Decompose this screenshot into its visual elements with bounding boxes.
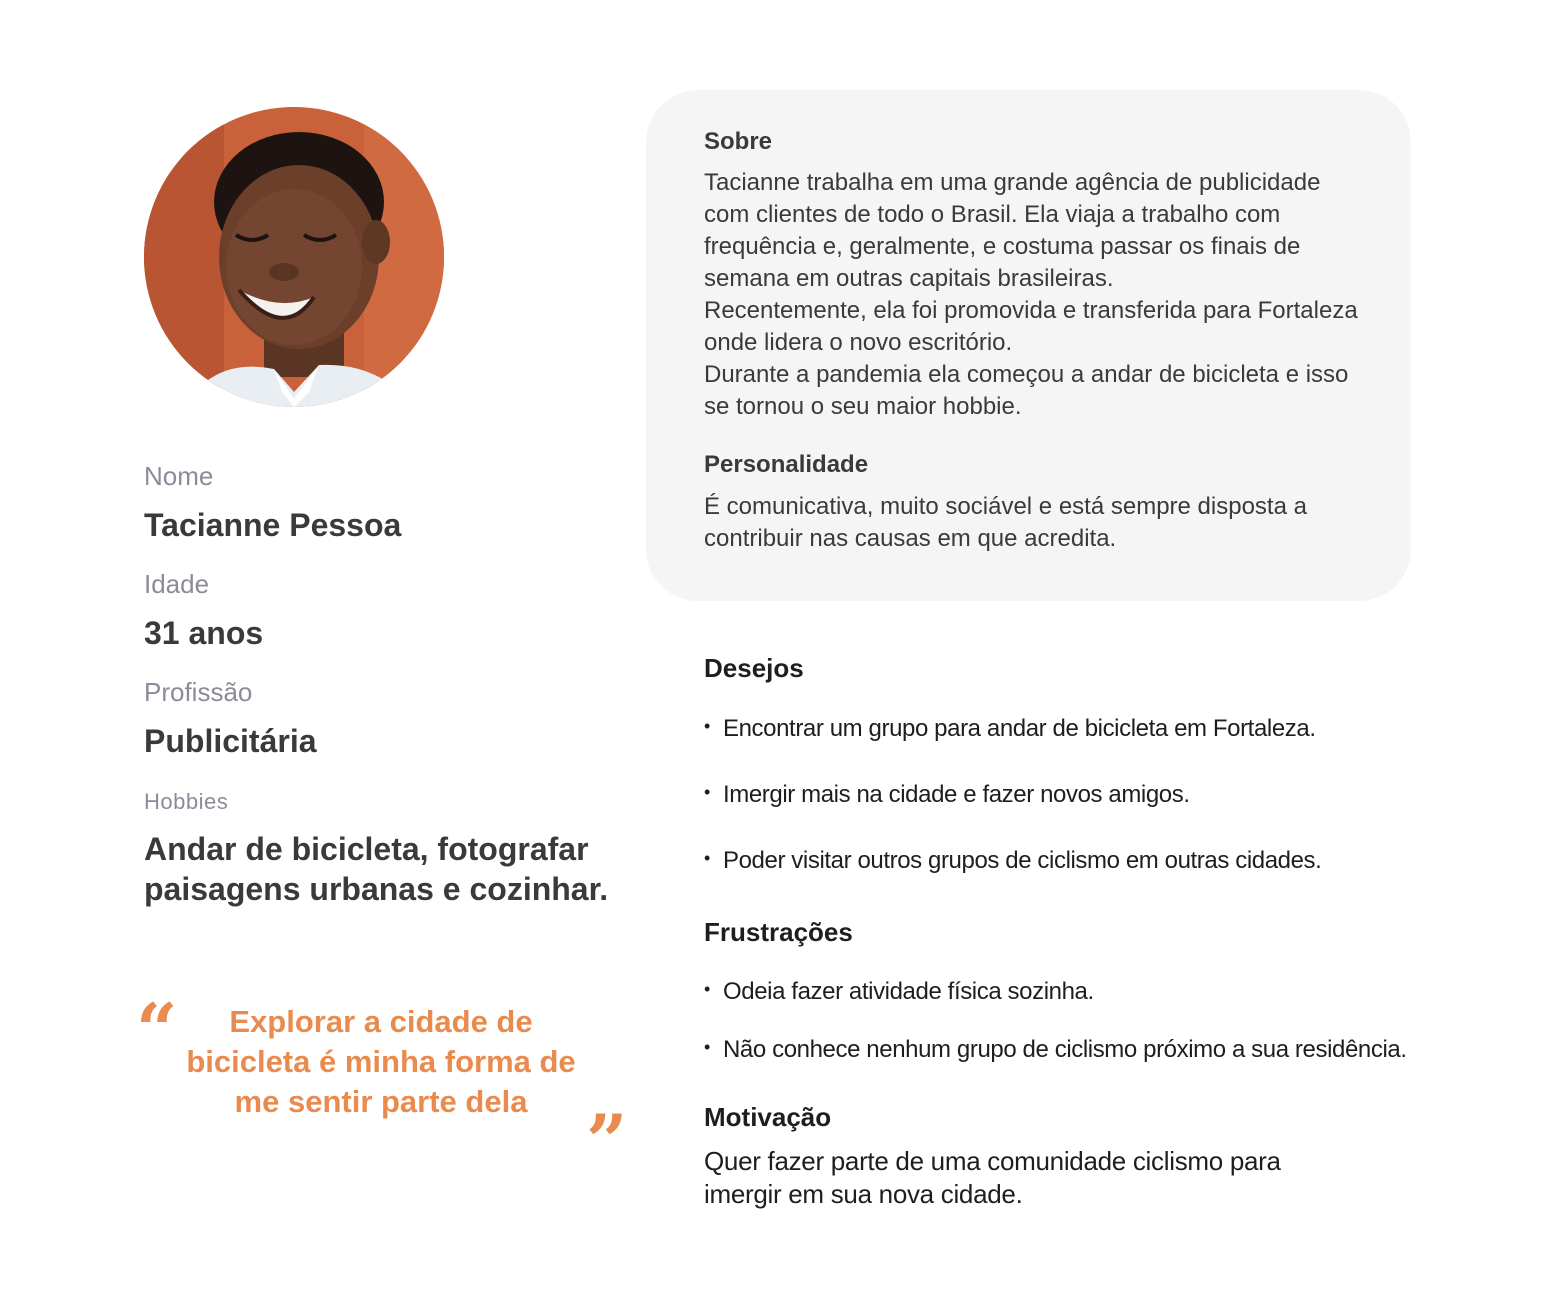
- desire-item-text: Encontrar um grupo para andar de bicicleta em Fortaleza.: [723, 715, 1316, 742]
- name-label: Nome: [144, 461, 214, 491]
- hobbies-label: Hobbies: [144, 789, 229, 814]
- bullet-icon: •: [704, 716, 710, 736]
- bullet-icon: •: [704, 979, 710, 999]
- motivation-heading: Motivação: [704, 1102, 832, 1132]
- desire-item-text: Imergir mais na cidade e fazer novos amigos.: [723, 781, 1190, 808]
- about-heading: Sobre: [704, 128, 773, 155]
- age-label: Idade: [144, 569, 210, 599]
- quote-close-mark: ”: [586, 1098, 628, 1183]
- frustration-item-text: Odeia fazer atividade física sozinha.: [723, 978, 1094, 1005]
- hobbies-value: Andar de bicicleta, fotografar paisagens urbanas e cozinhar.: [144, 831, 609, 907]
- desire-item: [704, 777, 1190, 810]
- profile-photo: [144, 107, 444, 407]
- bullet-icon: •: [704, 782, 710, 802]
- desire-item: [704, 843, 1321, 876]
- profession-label: Profissão: [144, 677, 253, 707]
- motivation-text: Quer fazer parte de uma comunidade ciclismo para imergir em sua nova cidade.: [704, 1146, 1281, 1209]
- age-value: 31 anos: [144, 615, 264, 651]
- desires-heading: Desejos: [704, 653, 804, 683]
- bullet-icon: •: [704, 848, 710, 868]
- quote-open-mark: “: [136, 987, 178, 1072]
- quote-text: Explorar a cidade de bicicleta é minha forma de me sentir parte dela: [186, 1004, 576, 1119]
- frustration-item: [704, 974, 1094, 1007]
- profession-value: Publicitária: [144, 723, 317, 759]
- personality-text: É comunicativa, muito sociável e está sempre disposta a contribuir nas causas em que acredita.: [704, 493, 1307, 552]
- about-text: Tacianne trabalha em uma grande agência de publicidade com clientes de todo o Brasil. Ela viaja a trabalho com frequência e, geralmente, e costuma passar os finais de semana em outras capitais brasileiras. Recentemente, ela foi promovida e transferida para Fortaleza onde lidera o novo escritório. Durante a pandemia ela começou a andar de bicicleta e isso se tornou o seu maior hobbie.: [704, 169, 1358, 420]
- desire-item-text: Poder visitar outros grupos de ciclismo em outras cidades.: [723, 847, 1322, 874]
- frustration-item: [704, 1032, 1407, 1065]
- name-value: Tacianne Pessoa: [144, 507, 402, 543]
- desire-item: [704, 711, 1316, 744]
- bullet-icon: •: [704, 1037, 710, 1057]
- frustrations-heading: Frustrações: [704, 917, 853, 947]
- personality-heading: Personalidade: [704, 451, 869, 478]
- frustration-item-text: Não conhece nenhum grupo de ciclismo próximo a sua residência.: [723, 1036, 1407, 1063]
